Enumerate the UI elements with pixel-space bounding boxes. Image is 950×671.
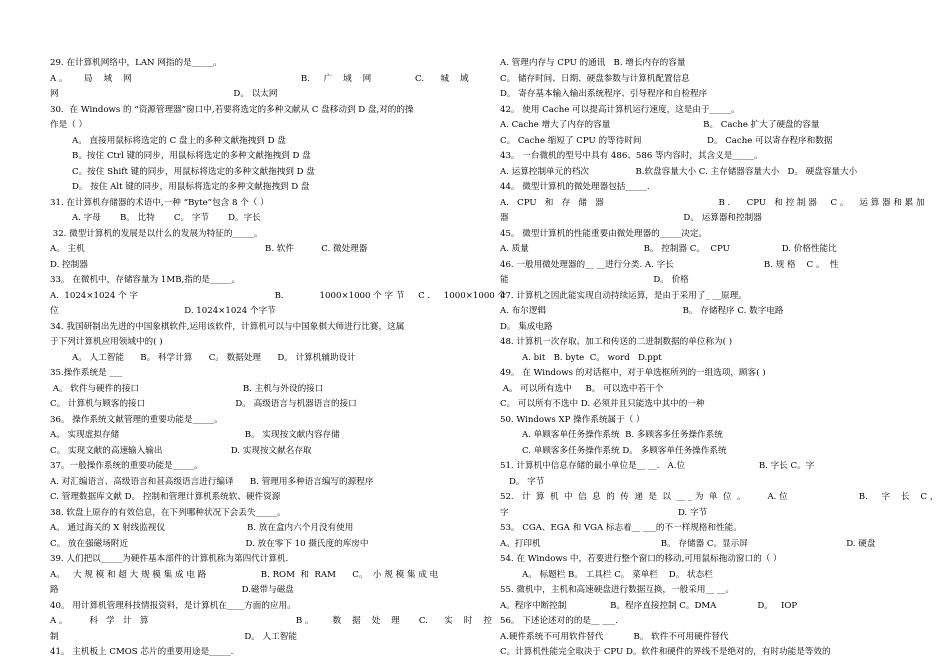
text-line: A。 主机 B. 软件 C. 微处理器 bbox=[50, 244, 368, 254]
text-line: D。 寄存基本输入输出系统程序、引导程序和自检程序 bbox=[500, 89, 708, 99]
text-line: 30．在 Windows 的 “资源管理器”窗口中,若要将选定的多种文献从 C 盘移动到 D 盘,对的的操 bbox=[50, 104, 414, 115]
text-line: C。 Cache 缩短了 CPU 的等待时间 D。 Cache 可以寄存程序和数据 bbox=[500, 135, 833, 146]
text-line: 43。 一台微机的型号中具有 486、586 等内容时，其含义是_____。 bbox=[500, 151, 763, 161]
text-line: C。计算机性能完全取决于 CPU D。软件和硬件的界线不是绝对的，有时功能是等效的 bbox=[500, 647, 831, 657]
text-line: 34. 我国研制出先进的中国象棋软件,运用该软件，计算机可以与中国象棋大师进行比赛，这属 bbox=[50, 321, 405, 332]
text-line: A.硬件系统不可用软件替代 B。 软件不可用硬件替代 bbox=[500, 631, 729, 642]
right-column bbox=[500, 56, 939, 661]
text-line: A。 软件与硬件的接口 B. 主机与外设的接口 bbox=[50, 383, 324, 394]
text-line: 44。 微型计算机的微处理器包括_____. bbox=[500, 182, 650, 192]
text-line: C。 储存时间、日期、硬盘参数与计算机配置信息 bbox=[500, 73, 690, 84]
text-line: A。 人工智能 B。 科学计算 C。 数据处理 D。 计算机辅助设计 bbox=[72, 352, 356, 363]
text-line: D。 按住 Alt 键的同步，用鼠标将选定的多种文献拖拽到 D 盘 bbox=[72, 182, 310, 192]
text-line: A. 单顾客单任务操作系统 B. 多顾客多任务操作系统 bbox=[522, 430, 723, 440]
text-line: 48. 计算机一次存取、加工和传送的二进制数据的单位称为( ) bbox=[500, 337, 733, 347]
text-line: A. 字母 B。 比特 C。 字节 D。字长 bbox=[72, 213, 261, 223]
text-line: 56。 下述论述对的的是__ ___. bbox=[500, 616, 618, 626]
text-line: A。 通过海关的 X 射线监视仪 B. 放在盒内六个月没有使用 bbox=[50, 523, 354, 533]
text-line: A 。 局 域 网 B. 广 域 网 C. 城 域 bbox=[50, 73, 469, 84]
text-line: A。 标题栏 B。 工具栏 C。 菜单栏 D。 状态栏 bbox=[522, 569, 713, 580]
text-line: 36。 操作系统文献管理的重要功能是_____。 bbox=[50, 414, 223, 425]
text-line: 41。 主机板上 CMOS 芯片的重要用途是_____. bbox=[50, 647, 234, 657]
text-line: 33。 在微机中，存储容量为 1MB,指的是_____。 bbox=[50, 275, 241, 285]
text-line: A。打印机 B。 存储器 C。显示屏 D. 硬盘 bbox=[500, 538, 876, 549]
text-line: 38. 软盘上原存的有效信息，在下列哪种状况下会丢失_____。 bbox=[50, 507, 286, 518]
text-line: C。 实现文献的高速输入输出 D. 实现按文献名存取 bbox=[50, 445, 312, 456]
text-line: A。 直接用鼠标将选定的 C 盘上的多种文献拖拽到 D 盘 bbox=[72, 135, 286, 146]
text-line: 45。 微型计算机的性能重要由微处理器的_____决定。 bbox=[500, 228, 708, 239]
text-line: 39. 人们把以_____为硬件基本部件的计算机称为第四代计算机. bbox=[50, 554, 289, 564]
text-line: A. 对汇编语言、高级语言和甚高级语言进行编译 B. 管理用多种语言编写的源程序 bbox=[50, 476, 374, 487]
text-line: 51. 计算机中信息存储的最小单位是__ __. A.位 B. 字长 C。字 bbox=[500, 461, 815, 471]
text-line: A. 1024×1024 个 字 B． 1000×1000 个 字 节 C . 1000×1000 个 bbox=[50, 290, 507, 301]
text-line: C。 计算机与顾客的接口 D。 高级语言与机器语言的接口 bbox=[50, 399, 357, 409]
text-line: A. 布尔逻辑 B。 存储程序 C. 数字电路 bbox=[500, 306, 784, 316]
text-line: C。按住 Shift 键的同步，用鼠标将选定的多种文献拖拽到 D 盘 bbox=[72, 166, 315, 177]
text-line: A. bit B. byte C。 word D.ppt bbox=[522, 352, 662, 363]
text-line: A。程序中断控制 B。程序直接控制 C。DMA D。 IOP bbox=[500, 600, 798, 611]
text-line: A。 大 规 模 和 超 大 规 模 集 成 电 路 B. ROM 和 RAM C。 小 规 模 集 成 电 bbox=[50, 569, 439, 580]
text-line: A. Cache 增大了内存的容量 B。 Cache 扩大了硬盘的容量 bbox=[500, 120, 820, 130]
left-column bbox=[50, 56, 507, 661]
text-line: 47. 计算机之因此能实现自动持续运算，是由于采用了_ __原理。 bbox=[500, 290, 747, 301]
text-line: 器 D。 运算器和控制器 bbox=[500, 213, 762, 223]
text-line: 49。 在 Windows 的对话框中，对于单选框所列的一组选项，顾客( ) bbox=[500, 368, 766, 378]
text-line: D. 控制器 bbox=[50, 259, 88, 270]
text-line: 53。 CGA、EGA 和 VGA 标志着__ ___的不一样规格和性能。 bbox=[500, 523, 742, 533]
text-line: 网 D。 以太网 bbox=[50, 89, 278, 99]
text-line: A. 运算控制单元的档次 B.软盘容量大小 C. 主存储器容量大小 D。 硬盘容量大小 bbox=[500, 166, 858, 177]
text-line: A. CPU 和 存 储 器 B . CPU 和 控 制 器 C 。 运 算 器 和 累 加 bbox=[500, 197, 925, 208]
text-line: 于下列计算机应用领域中的( ) bbox=[50, 337, 163, 347]
text-line: 35.操作系统是 ___ bbox=[50, 368, 123, 378]
text-line: C。 放在强磁场附近 D. 放在零下 10 摄氏度的库房中 bbox=[50, 538, 369, 549]
text-line: 制 D。 人工智能 bbox=[50, 631, 297, 642]
text-line: 29. 在计算机网络中，LAN 网指的是_____。 bbox=[50, 58, 222, 68]
text-line: 46. 一般用微处理器的__ __进行分类. A. 字长 B. 规 格 C 。 性 bbox=[500, 259, 839, 270]
text-line: 54. 在 Windows 中，若要进行整个窗口的移动,可用鼠标拖动窗口的（ ） bbox=[500, 554, 782, 564]
text-line: C。 可以所有不选中 D. 必须并且只能选中其中的一种 bbox=[500, 399, 705, 409]
text-line: 42。 使用 Cache 可以提高计算机运行速度，这是由于_____。 bbox=[500, 104, 740, 115]
text-line: 作是（ ） bbox=[50, 120, 88, 130]
text-line: D。 字节 bbox=[509, 476, 545, 487]
text-line: 50. Windows XP 操作系统属于（ ） bbox=[500, 414, 645, 425]
text-line: A 。 科 学 计 算 B 。 数 据 处 理 C. 实 时 控 bbox=[50, 616, 492, 626]
text-line: A。 可以所有选中 B。 可以选中若干个 bbox=[500, 383, 664, 394]
text-line: 37。一般操作系统的重要功能是_____。 bbox=[50, 461, 203, 471]
text-line: A. 质量 B。 控制器 C。 CPU D. 价格性能比 bbox=[500, 244, 837, 254]
text-line: D。 集成电路 bbox=[500, 321, 553, 332]
text-line: 31. 在计算机存储器的术语中,一种 “Byte”包含 8 个（ ） bbox=[50, 197, 269, 208]
text-line: 40。 用计算机管理科技情报资料，是计算机在____方面的应用。 bbox=[50, 600, 296, 611]
text-line: 52. 计 算 机 中 信 息 的 传 递 是 以 __ _ 为 单 位 。 A. 位 B. 字 长 C ， bbox=[500, 492, 939, 502]
text-line: A. 管理内存与 CPU 的通讯 B. 增长内存的容量 bbox=[500, 58, 686, 68]
text-line: 32. 微型计算机的发展是以什么的发展为特征的_____。 bbox=[50, 228, 263, 239]
text-line: C. 管理数据库文献 D。 控制和管理计算机系统软、硬件资源 bbox=[50, 492, 281, 502]
text-line: 位 D. 1024×1024 个字节 bbox=[50, 306, 276, 316]
text-line: A。 实现虚拟存储 B。 实现按文献内容存储 bbox=[50, 430, 340, 440]
text-line: B。按住 Ctrl 键的同步，用鼠标将选定的多种文献拖拽到 D 盘 bbox=[72, 151, 311, 161]
text-line: 路 D.磁带与磁盘 bbox=[50, 585, 294, 595]
text-line: 能 D。 价格 bbox=[500, 275, 689, 285]
text-line: 55. 微机中，主机和高速硬盘进行数据互换，一般采用__ __。 bbox=[500, 585, 734, 595]
text-line: C. 单顾客多任务操作系统 D。 多顾客单任务操作系统 bbox=[522, 445, 727, 456]
text-line: 字 D. 字节 bbox=[500, 507, 708, 518]
